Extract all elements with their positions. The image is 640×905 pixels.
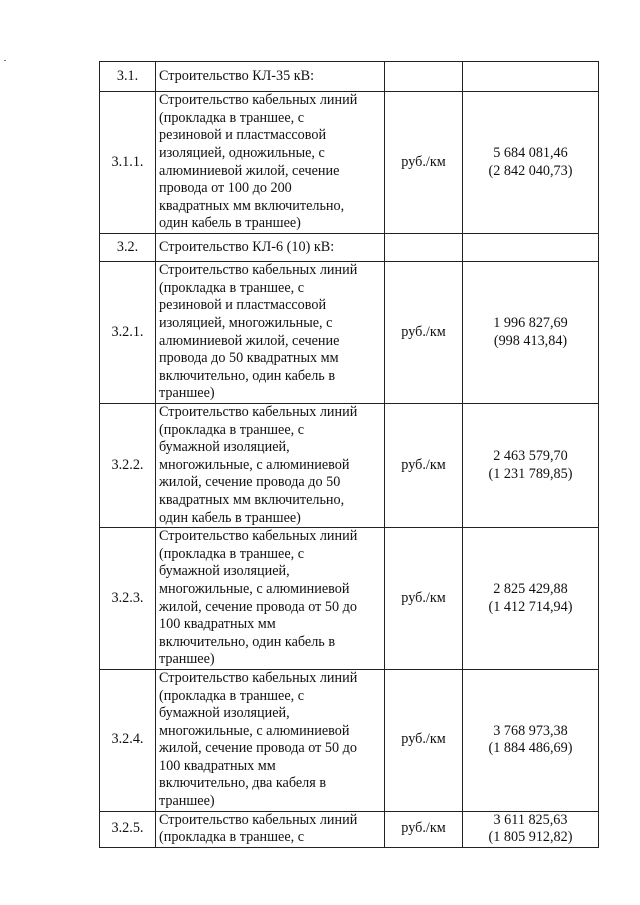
- description-cell: [156, 262, 385, 404]
- price-half-value: (2 842 040,73): [488, 162, 573, 179]
- description-cell: [156, 62, 385, 92]
- table-row: [100, 404, 599, 528]
- price-value: 1 996 827,69: [493, 314, 568, 331]
- price-cell: [463, 811, 599, 847]
- price-cell: [463, 669, 599, 811]
- description-cell: [156, 234, 385, 262]
- table-row: [100, 262, 599, 404]
- table-row: [100, 811, 599, 847]
- unit-cell: руб./км: [385, 262, 463, 404]
- item-number-cell: 3.1.: [100, 62, 156, 92]
- price-half-value: (1 884 486,69): [488, 740, 573, 757]
- description-text: Строительство кабельных линий (прокладка в траншее, с резиновой и пластмассовой изоляцией, многожильные, с алюминиевой жилой, сечение провода до 50 квадратных мм включительно, один кабель в траншее): [159, 262, 358, 402]
- item-number-cell: 3.2.: [100, 234, 156, 262]
- price-cell: [463, 234, 599, 262]
- unit-cell: руб./км: [385, 669, 463, 811]
- description-text: Строительство кабельных линий (прокладка в траншее, с: [159, 811, 358, 846]
- description-text: Строительство КЛ-6 (10) кВ:: [159, 238, 335, 255]
- price-cell: [463, 62, 599, 92]
- item-number-cell: 3.2.1.: [100, 262, 156, 404]
- table-row: [100, 62, 599, 92]
- price-cell: [463, 528, 599, 670]
- table-row: [100, 669, 599, 811]
- rates-table-body: [100, 62, 599, 848]
- price-cell: [463, 262, 599, 404]
- description-cell: [156, 811, 385, 847]
- description-text: Строительство КЛ-35 кВ:: [159, 67, 315, 84]
- price-half-value: (1 805 912,82): [488, 829, 573, 846]
- price-cell: [463, 404, 599, 528]
- unit-cell: [385, 62, 463, 92]
- rates-table: [99, 61, 599, 848]
- description-text: Строительство кабельных линий (прокладка в траншее, с бумажной изоляцией, многожильные, с алюминиевой жилой, сечение провода от 50 до 100 квадратных мм включительно, два кабеля в траншее): [159, 669, 358, 810]
- description-text: Строительство кабельных линий (прокладка в траншее, с резиновой и пластмассовой изоляцией, одножильные, с алюминиевой жилой, сечение провода от 100 до 200 квадратных мм включительно, один кабель в траншее): [159, 92, 358, 232]
- price-value: 2 825 429,88: [493, 580, 568, 597]
- item-number-cell: 3.2.4.: [100, 669, 156, 811]
- item-number-cell: 3.2.3.: [100, 528, 156, 670]
- item-number-cell: 3.1.1.: [100, 92, 156, 234]
- price-half-value: (1 231 789,85): [488, 465, 573, 482]
- item-number-cell: 3.2.5.: [100, 811, 156, 847]
- unit-cell: руб./км: [385, 92, 463, 234]
- description-cell: [156, 528, 385, 670]
- unit-cell: [385, 234, 463, 262]
- price-half-value: (1 412 714,94): [488, 598, 573, 615]
- price-value: 2 463 579,70: [493, 447, 568, 464]
- table-row: [100, 528, 599, 670]
- description-cell: [156, 669, 385, 811]
- description-text: Строительство кабельных линий (прокладка в траншее, с бумажной изоляцией, многожильные, с алюминиевой жилой, сечение провода от 50 до 100 квадратных мм включительно, один кабель в траншее): [159, 528, 358, 668]
- description-cell: [156, 92, 385, 234]
- price-value: 3 611 825,63: [493, 811, 568, 828]
- item-number-cell: 3.2.2.: [100, 404, 156, 528]
- table-row: [100, 92, 599, 234]
- price-cell: [463, 92, 599, 234]
- unit-cell: руб./км: [385, 528, 463, 670]
- scan-artifact: [4, 60, 6, 61]
- price-value: 5 684 081,46: [493, 144, 568, 161]
- price-half-value: (998 413,84): [493, 332, 568, 349]
- table-row: [100, 234, 599, 262]
- price-value: 3 768 973,38: [493, 722, 568, 739]
- unit-cell: руб./км: [385, 404, 463, 528]
- description-text: Строительство кабельных линий (прокладка в траншее, с бумажной изоляцией, многожильные, с алюминиевой жилой, сечение провода до 50 квадратных мм включительно, один кабель в траншее): [159, 404, 358, 526]
- description-cell: [156, 404, 385, 528]
- unit-cell: руб./км: [385, 811, 463, 847]
